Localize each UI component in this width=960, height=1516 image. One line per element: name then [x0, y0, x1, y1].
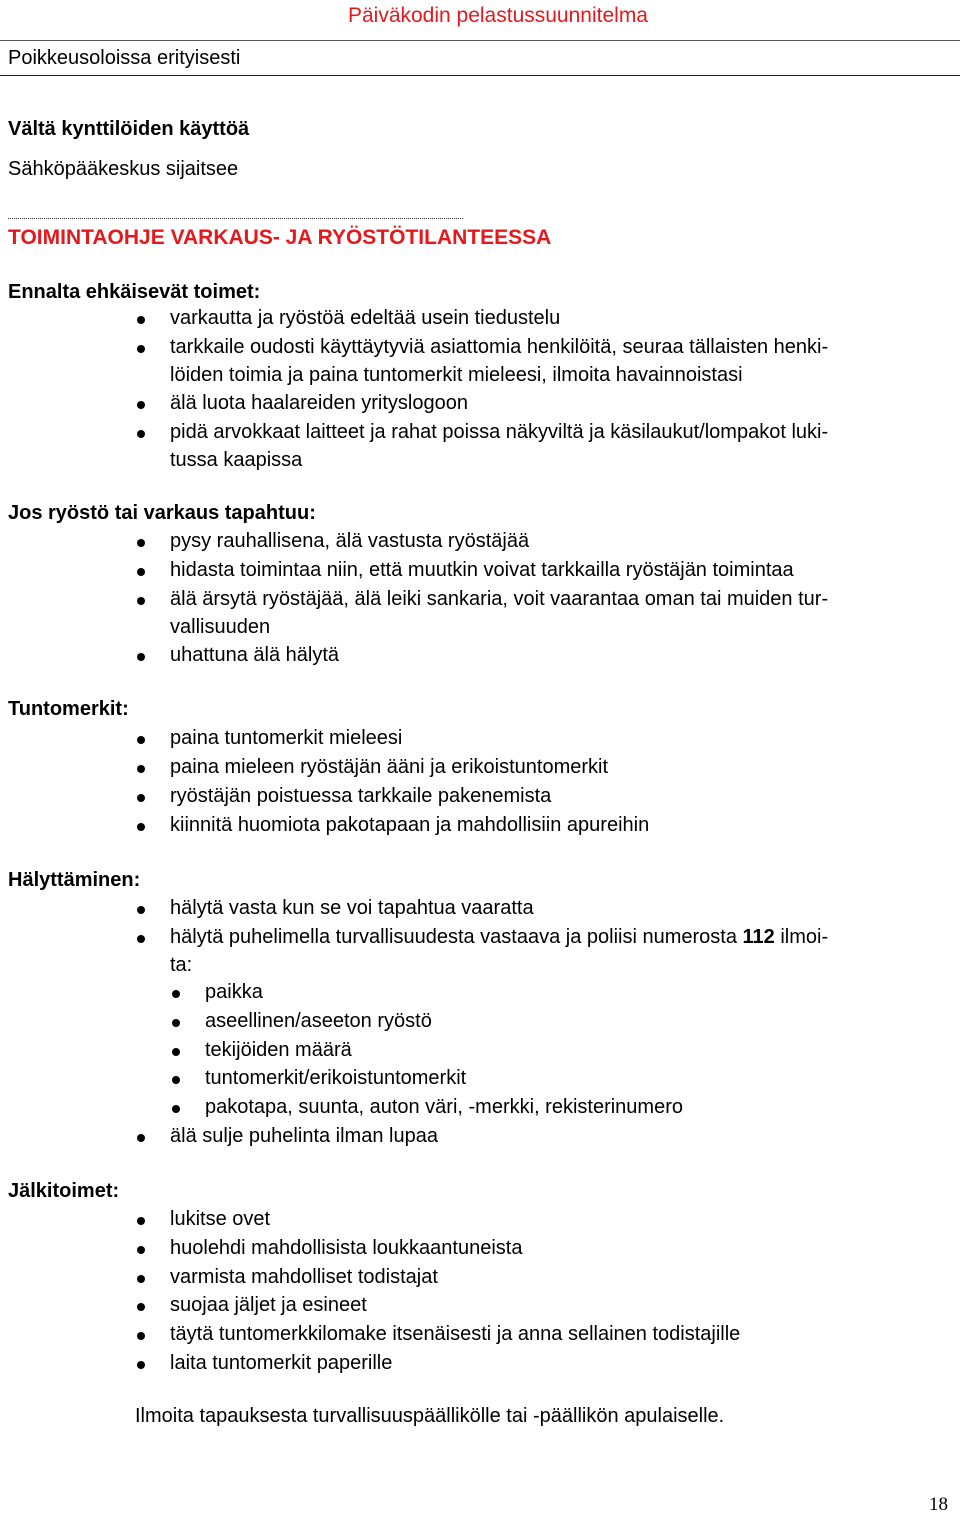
list-item: älä ärsytä ryöstäjää, älä leiki sankaria, voit vaarantaa oman tai muiden tur-	[170, 588, 829, 610]
bullet-icon	[137, 1303, 145, 1311]
dotted-divider	[8, 218, 463, 219]
list-item: pysy rauhallisena, älä vastusta ryöstäjää	[170, 530, 530, 552]
list-item: huolehdi mahdollisista loukkaantuneista	[170, 1237, 523, 1259]
bullet-icon	[137, 430, 145, 438]
list-item: pidä arvokkaat laitteet ja rahat poissa näkyviltä ja käsilaukut/lompakot luki-	[170, 421, 829, 443]
prevention-label: Ennalta ehkäisevät toimet:	[8, 281, 261, 303]
bullet-icon	[137, 401, 145, 409]
header-top-rule	[0, 40, 960, 41]
alarm-text-start: hälytä puhelimella turvallisuudesta vastaava ja poliisi numerosta	[170, 926, 743, 948]
alarm-label: Hälyttäminen:	[8, 869, 141, 891]
list-item: uhattuna älä hälytä	[170, 644, 340, 666]
list-item: paina tuntomerkit mieleesi	[170, 727, 403, 749]
list-item: hälytä vasta kun se voi tapahtua vaaratta	[170, 897, 534, 919]
list-item: laita tuntomerkit paperille	[170, 1352, 393, 1374]
bullet-icon	[137, 906, 145, 914]
list-item	[170, 926, 828, 949]
switchboard-note: Sähköpääkeskus sijaitsee	[8, 158, 239, 180]
bullet-icon	[137, 823, 145, 831]
list-item: lukitse ovet	[170, 1208, 271, 1230]
sub-list-item: tekijöiden määrä	[205, 1039, 352, 1061]
bullet-icon	[137, 1332, 145, 1340]
aftermath-label: Jälkitoimet:	[8, 1180, 120, 1202]
header-bottom-rule	[0, 75, 960, 76]
list-item: älä sulje puhelinta ilman lupaa	[170, 1125, 438, 1147]
main-heading: TOIMINTAOHJE VARKAUS- JA RYÖSTÖTILANTEESSA	[8, 226, 552, 249]
list-item-continuation: ta:	[170, 954, 193, 976]
identifiers-label: Tuntomerkit:	[8, 698, 129, 720]
bullet-icon	[137, 935, 145, 943]
bullet-icon	[137, 1246, 145, 1254]
emergency-number: 112	[742, 926, 775, 948]
list-item: ryöstäjän poistuessa tarkkaile pakenemista	[170, 785, 552, 807]
bullet-icon	[137, 1134, 145, 1142]
bullet-icon	[172, 1048, 180, 1056]
bullet-icon	[137, 568, 145, 576]
list-item: suojaa jäljet ja esineet	[170, 1294, 367, 1316]
list-item: paina mieleen ryöstäjän ääni ja erikoistuntomerkit	[170, 756, 609, 778]
bullet-icon	[137, 736, 145, 744]
bullet-icon	[137, 345, 145, 353]
sub-list-item: tuntomerkit/erikoistuntomerkit	[205, 1067, 467, 1089]
document-title: Päiväkodin pelastussuunnitelma	[347, 4, 648, 27]
bullet-icon	[172, 990, 180, 998]
list-item: täytä tuntomerkkilomake itsenäisesti ja anna sellainen todistajille	[170, 1323, 741, 1345]
candles-note: Vältä kynttilöiden käyttöä	[8, 118, 250, 140]
list-item: älä luota haalareiden yrityslogoon	[170, 392, 468, 414]
page-number: 18	[929, 1494, 948, 1515]
sub-list-item: pakotapa, suunta, auton väri, -merkki, rekisterinumero	[205, 1096, 683, 1118]
list-item: varkautta ja ryöstöä edeltää usein tiedustelu	[170, 307, 561, 329]
list-item-continuation: vallisuuden	[170, 616, 271, 638]
bullet-icon	[137, 316, 145, 324]
list-item: varmista mahdolliset todistajat	[170, 1266, 438, 1288]
bullet-icon	[137, 1275, 145, 1283]
footer-note: Ilmoita tapauksesta turvallisuuspäällikölle tai -päällikön apulaiselle.	[135, 1405, 725, 1427]
bullet-icon	[137, 794, 145, 802]
bullet-icon	[137, 653, 145, 661]
bullet-icon	[137, 597, 145, 605]
bullet-icon	[137, 1361, 145, 1369]
bullet-icon	[137, 765, 145, 773]
incident-label: Jos ryöstö tai varkaus tapahtuu:	[8, 502, 316, 524]
list-item: tarkkaile oudosti käyttäytyviä asiattomia henkilöitä, seuraa tällaisten henki-	[170, 336, 829, 358]
bullet-icon	[137, 1217, 145, 1225]
list-item: hidasta toimintaa niin, että muutkin voivat tarkkailla ryöstäjän toimintaa	[170, 559, 794, 581]
bullet-icon	[172, 1019, 180, 1027]
list-item-continuation: löiden toimia ja paina tuntomerkit mieleesi, ilmoita havainnoistasi	[170, 364, 743, 386]
sub-list-item: paikka	[205, 981, 263, 1003]
section-title: Poikkeusoloissa erityisesti	[8, 47, 241, 69]
list-item: kiinnitä huomiota pakotapaan ja mahdollisiin apureihin	[170, 814, 650, 836]
list-item-continuation: tussa kaapissa	[170, 449, 303, 471]
sub-list-item: aseellinen/aseeton ryöstö	[205, 1010, 432, 1032]
alarm-text-end: ilmoi-	[774, 926, 829, 948]
bullet-icon	[137, 539, 145, 547]
bullet-icon	[172, 1076, 180, 1084]
bullet-icon	[172, 1105, 180, 1113]
